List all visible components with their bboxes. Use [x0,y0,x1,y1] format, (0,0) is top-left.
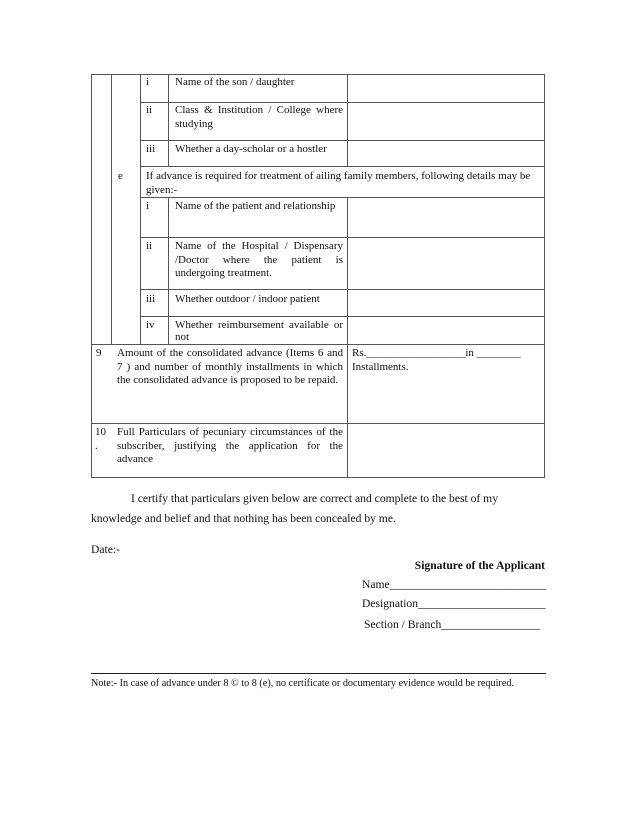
date-label: Date:- [91,543,120,556]
row-roman-i: i [146,76,150,88]
item-number-10: 10 . [95,426,106,452]
signature-designation-field[interactable]: Designation______________________ [362,597,546,610]
row-roman-iii-outdoor: iii [146,293,156,305]
item-number-9: 9 [96,347,102,359]
pecuniary-circumstances-label: Full Particulars of pecuniary circumstances of the subscriber, justifying the application for the advance [117,426,343,465]
row-roman-iv: iv [146,319,155,331]
son-daughter-name-label: Name of the son / daughter [175,76,295,88]
certificate-text: I certify that particulars given below are correct and complete to the best of my knowledge and belief and that nothing has been concealed by me. [91,492,498,525]
row-roman-iii: iii [146,143,156,155]
outdoor-indoor-label: Whether outdoor / indoor patient [175,293,320,305]
row-roman-ii: ii [146,104,153,116]
row-roman-i-patient: i [146,200,150,212]
hospital-label: Name of the Hospital / Dispensary /Doctor where the patient is undergoing treatment. [175,240,343,279]
day-scholar-label: Whether a day-scholar or a hostler [175,143,327,155]
institution-label: Class & Institution / College where studying [175,104,343,130]
footer-note: Note:- In case of advance under 8 © to 8 (e), no certificate or documentary evidence would be required. [91,678,514,689]
signature-title: Signature of the Applicant [414,559,545,572]
row-roman-ii-hospital: ii [146,240,153,252]
patient-name-label: Name of the patient and relationship [175,200,336,212]
consolidated-advance-field[interactable]: Rs.__________________in ________ Installments. [352,347,521,373]
reimbursement-label: Whether reimbursement available or not [175,319,343,343]
signature-name-field[interactable]: Name___________________________ [362,578,547,591]
treatment-advance-heading: If advance is required for treatment of ailing family members, following details may be given:- [146,170,531,196]
section-e-marker: e [118,170,123,182]
note-divider [91,673,546,674]
signature-section-field[interactable]: Section / Branch_________________ [364,618,540,631]
consolidated-advance-label: Amount of the consolidated advance (Items 6 and 7 ) and number of monthly installments in which the consolidated advance is proposed to be repaid. [117,347,343,386]
